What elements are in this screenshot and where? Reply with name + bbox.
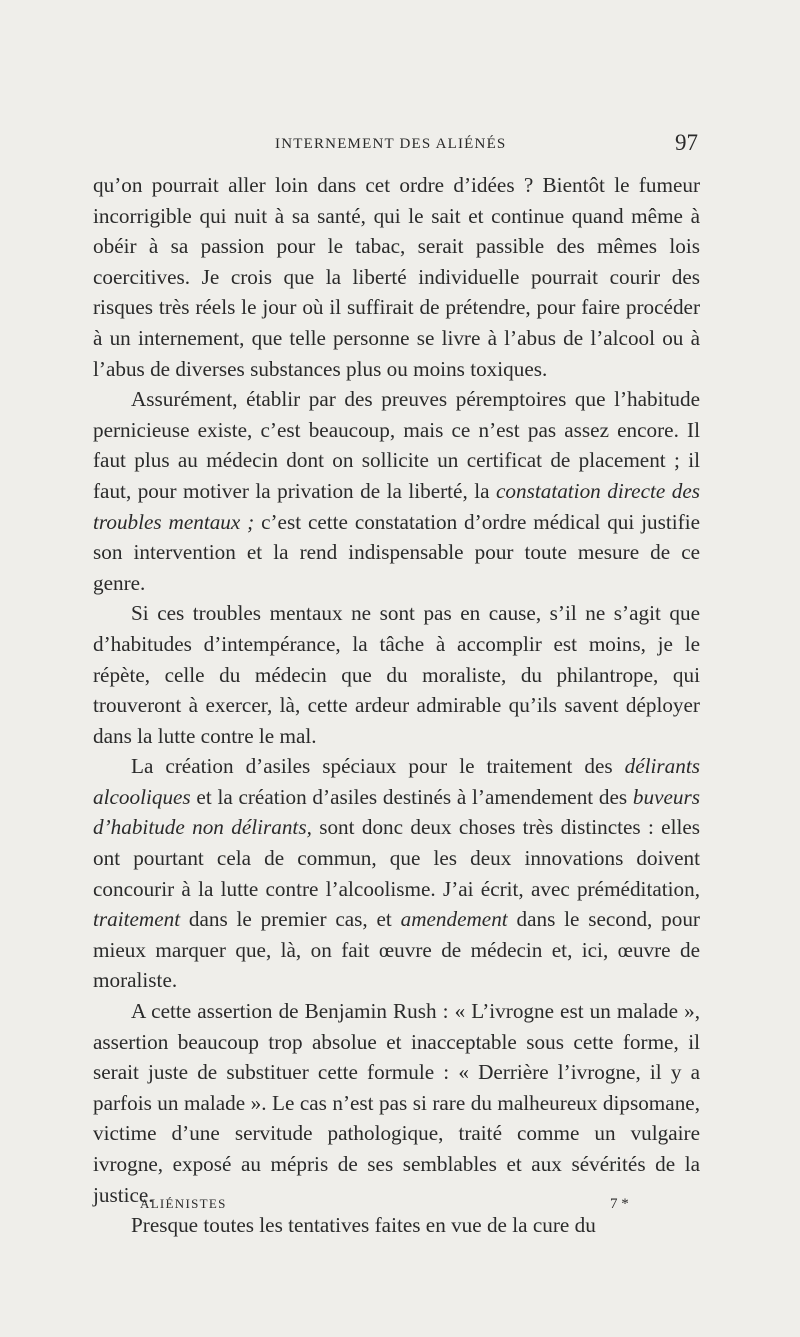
paragraph — [93, 598, 700, 751]
page-number: 97 — [675, 130, 698, 155]
paragraph — [93, 996, 700, 1210]
text-run: Si ces troubles mentaux ne sont pas en cause, s’il ne s’agit que d’habitudes d’intempérance, la tâche à accomplir est moins, je le répète, celle du médecin que du moraliste, du philantrope, qui trouveront à exercer, là, cette ardeur admirable qu’ils savent déployer dans la lutte contre le mal. — [93, 601, 700, 748]
italic-phrase: délirants alcooliques — [93, 754, 700, 809]
italic-phrase: constatation directe des troubles mentaux ; — [93, 478, 700, 534]
paragraph — [93, 170, 700, 384]
paragraph — [93, 384, 700, 598]
text-run: dans le premier cas, et — [180, 907, 401, 932]
text-run: Presque toutes les tentatives faites en vue de la cure du — [131, 1213, 596, 1238]
text-run: et la création d’asiles destinés à l’amendement des — [190, 784, 633, 809]
text-run: sont donc deux choses très distinctes : elles ont pourtant cela de commun, que les deux innovations doivent concourir à la lutte contre l’alcoolisme. J’ai écrit, avec préméditation, — [93, 815, 701, 901]
italic-phrase: buveurs d’habitude non délirants, — [93, 784, 700, 840]
text-run: qu’on pourrait aller loin dans cet ordre d’idées ? Bientôt le fumeur incorrigible qui nuit à sa santé, qui le sait et continue quand même à obéir à sa passion pour le tabac, serait passible des mêmes lois coercitives. Je crois que la liberté individuelle pourrait courir des risques très réels le jour où il suffirait de prétendre, pour faire procéder à un internement, que telle personne se livre à l’abus de l’alcool ou à l’abus de diverses substances plus ou moins toxiques. — [93, 173, 700, 381]
signature-title: ALIÉNISTES — [140, 1196, 227, 1211]
text-run: c’est cette constatation d’ordre médical qui justifie son intervention et la rend indispensable pour toute mesure de ce genre. — [93, 509, 700, 595]
running-title: INTERNEMENT DES ALIÉNÉS — [275, 136, 507, 152]
signature-mark: 7 * — [610, 1196, 629, 1212]
paragraph — [93, 751, 700, 996]
page-header — [93, 128, 700, 168]
text-run: dans le second, pour mieux marquer que, là, on fait œuvre de médecin et, ici, œuvre de moraliste. — [93, 907, 700, 993]
text-run: A cette assertion de Benjamin Rush : « L’ivrogne est un malade », assertion beaucoup trop absolue et inacceptable sous cette forme, il serait juste de substituer cette formule : « Derrière l’ivrogne, il y a parfois un malade ». Le cas n’est pas si rare du malheureux dipsomane, victime d’une servitude pathologique, traité comme un vulgaire ivrogne, exposé au mépris de ses semblables et aux sévérités de la justice. — [93, 999, 700, 1207]
text-run: Assurément, établir par des preuves péremptoires que l’habitude pernicieuse existe, c’est beaucoup, mais ce n’est pas assez encore. Il faut plus au médecin dont on sollicite un certificat de placement ; il faut, pour motiver la privation de la liberté, la — [93, 387, 700, 503]
page-footer — [93, 1196, 700, 1220]
italic-phrase: amendement — [400, 907, 508, 932]
text-run: La création d’asiles spéciaux pour le traitement des — [131, 754, 625, 779]
italic-phrase: traitement — [93, 907, 181, 932]
body-text — [93, 170, 700, 1241]
